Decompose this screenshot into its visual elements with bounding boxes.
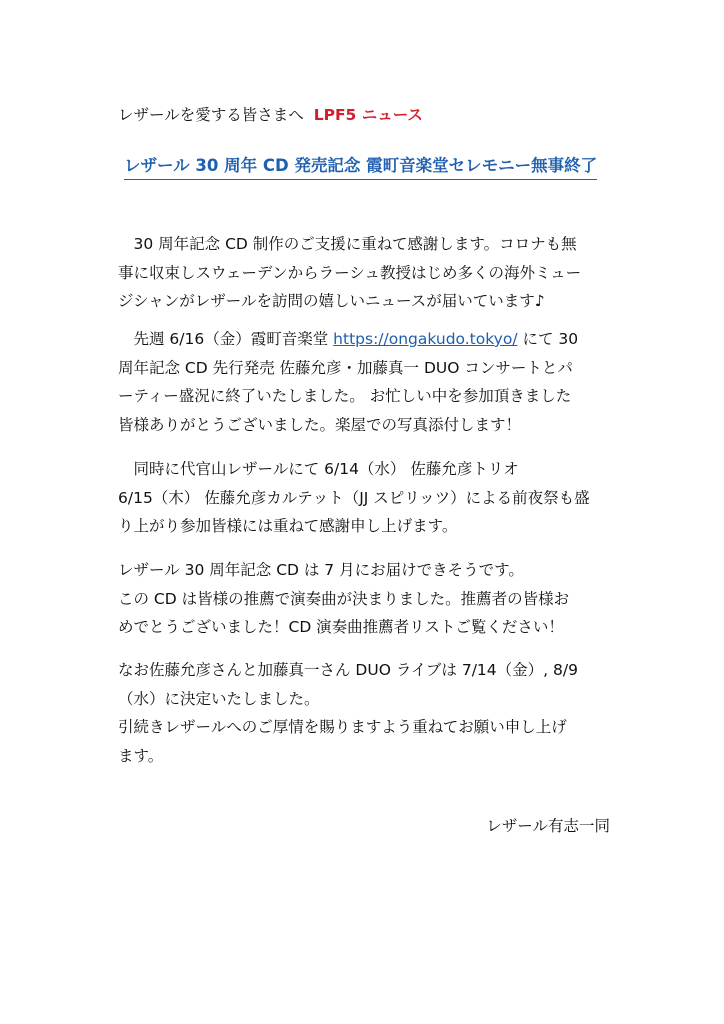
text-line: 皆様ありがとうございました。楽屋での写真添付します！ [118,415,522,434]
text-line: ジシャンがレザールを訪問の嬉しいニュースが届いています♪ [118,292,545,310]
ongakudo-link[interactable]: https://ongakudo.tokyo/ [333,330,518,348]
text-line: 事に収束しスウェーデンからラーシュ教授はじめ多くの海外ミュー [118,263,582,282]
headline: レザール 30 周年 CD 発売記念 霞町音楽堂セレモニー無事終了 [124,154,597,180]
greeting-text: レザールを愛する皆さまへ [118,106,304,124]
paragraph-duo-live [118,656,618,770]
paragraph-concert-report [118,325,618,439]
paragraph-eve-party [118,455,618,541]
text-segment: 先週 6/16（金）霞町音楽堂 [118,330,334,348]
text-line: ーティー盛況に終了いたしました。 お忙しい中を参加頂きました [118,387,572,405]
text-line: 30 周年記念 CD 制作のご支援に重ねて感謝します。コロナも無 [118,235,577,253]
text-line: ます。 [118,746,164,765]
text-line: 6/15（木） 佐藤允彦カルテット（JJ スピリッツ）による前夜祭も盛 [118,488,590,507]
text-line: （水）に決定いたしました。 [118,689,320,708]
text-line: なお佐藤允彦さんと加藤真一さん DUO ライブは 7/14（金）, 8/9 [118,661,578,679]
paragraph-thanks [118,230,618,316]
signature: レザール有志一同 [486,817,610,835]
greeting-line [118,104,423,126]
text-line: この CD は皆様の推薦で演奏曲が決まりました。推薦者の皆様お [118,589,570,608]
text-line: 同時に代官山レザールにて 6/14（水） 佐藤允彦トリオ [118,460,519,478]
news-tag: LPF5 ニュース [313,106,423,124]
text-segment: にて 30 [517,330,579,348]
text-line: り上がり参加皆様には重ねて感謝申し上げます。 [118,517,458,535]
text-line: めでとうございました！CD 演奏曲推薦者リストご覧ください！ [118,618,564,636]
text-line: 引続きレザールへのご厚情を賜りますよう重ねてお願い申し上げ [118,718,567,736]
text-line: レザール 30 周年記念 CD は 7 月にお届けできそうです。 [118,561,524,579]
text-line: 周年記念 CD 先行発売 佐藤允彦・加藤真一 DUO コンサートとパ [118,358,573,377]
paragraph-cd-release [118,556,618,642]
text-line [118,325,618,354]
